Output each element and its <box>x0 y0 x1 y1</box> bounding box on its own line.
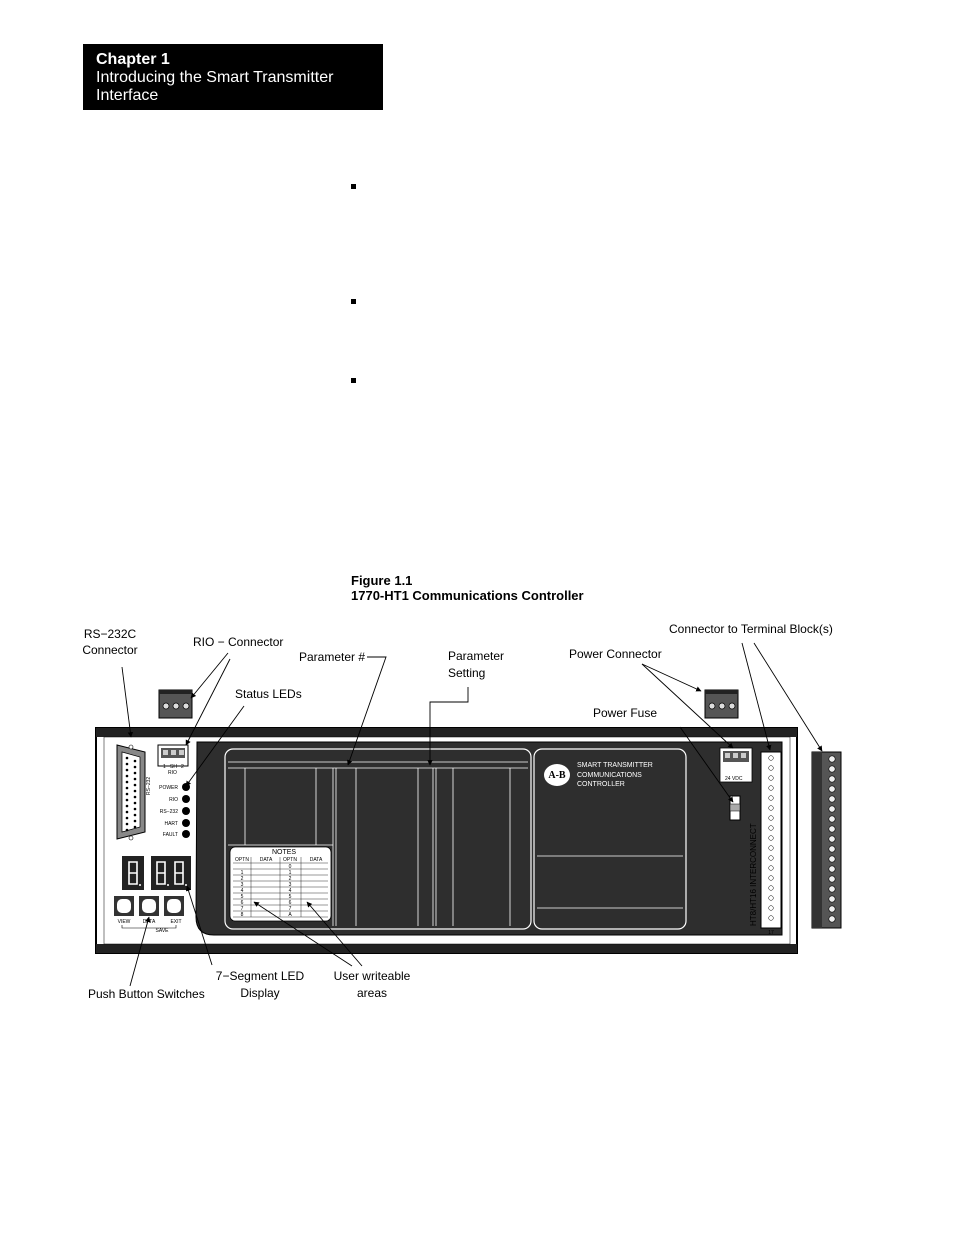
terminal-end-label: 17 <box>768 930 774 936</box>
led-rs232 <box>182 807 190 815</box>
external-terminal-block <box>812 752 841 928</box>
notes-row-left-3: 3 <box>240 882 244 888</box>
notes-row-right-5: 5 <box>288 894 292 900</box>
notes-row-right-6: 6 <box>288 900 292 906</box>
notes-row-right-7: 7 <box>288 906 292 912</box>
label-push-buttons: Push Button Switches <box>88 987 205 1001</box>
notes-header-optn-1: OPTN <box>235 857 249 863</box>
notes-row-right-8: A <box>288 912 292 918</box>
label-7seg-2: Display <box>240 986 280 1000</box>
interconnect-label: HT8/HT16 INTERCONNECT <box>749 823 758 926</box>
led-label-rio: RIO <box>169 797 178 803</box>
notes-row-left-2: 2 <box>240 876 244 882</box>
brand-text-1: SMART TRANSMITTER <box>577 762 653 769</box>
brand-text-3: CONTROLLER <box>577 781 625 788</box>
rio-pin-2: 2 <box>181 764 184 770</box>
label-7seg: 7−Segment LED <box>215 969 305 983</box>
power-connector-detail <box>705 690 738 718</box>
label-parameter-setting-2: Setting <box>448 666 486 680</box>
figure-title: 1770-HT1 Communications Controller <box>351 588 584 603</box>
chapter-title-line1: Introducing the Smart Transmitter <box>96 69 334 86</box>
led-power <box>182 783 190 791</box>
label-user-areas-2: areas <box>356 986 388 1000</box>
led-label-rs232: RS−232 <box>159 809 178 815</box>
led-hart <box>182 819 190 827</box>
exit-button-label: EXIT <box>170 919 182 925</box>
notes-row-right-3: 3 <box>288 882 292 888</box>
seven-segment-display <box>122 856 191 890</box>
notes-header-data-1: DATA <box>259 857 273 863</box>
label-rio-connector: RIO − Connector <box>193 635 284 649</box>
brand-panel <box>534 749 686 929</box>
power-connector <box>720 748 752 782</box>
notes-card <box>230 847 331 921</box>
notes-row-right-1: 1 <box>288 870 292 876</box>
notes-row-left-5: 5 <box>240 894 244 900</box>
led-label-fault: FAULT <box>162 832 178 838</box>
label-rs232c: RS−232C <box>83 627 137 641</box>
notes-header-data-2: DATA <box>309 857 323 863</box>
view-button-label: VIEW <box>117 919 131 925</box>
notes-row-right-2: 2 <box>288 876 292 882</box>
label-user-areas: User writeable <box>333 969 411 983</box>
label-rs232c-2: Connector <box>82 643 138 657</box>
rio-port-label: RIO <box>168 770 177 776</box>
rio-pin-1: 1 <box>163 764 166 770</box>
notes-row-left-6: 6 <box>240 900 244 906</box>
notes-row-left-7: 7 <box>240 906 244 912</box>
ab-logo-text: A-B <box>548 770 566 781</box>
rio-connector-detail <box>159 690 192 718</box>
push-buttons <box>114 896 184 934</box>
led-label-hart: HART <box>164 821 178 827</box>
label-parameter-setting: Parameter <box>448 649 505 663</box>
notes-row-left-1: 1 <box>240 870 244 876</box>
power-voltage-label: 24 VDC <box>725 776 743 782</box>
label-status-leds: Status LEDs <box>235 687 302 701</box>
notes-row-left-4: 4 <box>240 888 244 894</box>
rs232-port-label: RS−232 <box>146 776 152 795</box>
led-label-power: POWER <box>159 785 178 791</box>
led-rio <box>182 795 190 803</box>
chapter-title-line2: Interface <box>96 87 159 104</box>
brand-text-2: COMMUNICATIONS <box>577 772 642 779</box>
rio-pin-sh: SH <box>170 764 177 770</box>
label-parameter-number: Parameter # <box>299 650 366 664</box>
chapter-number: Chapter 1 <box>96 51 170 68</box>
led-fault <box>182 830 190 838</box>
data-button-label: DATA <box>142 919 156 925</box>
notes-title: NOTES <box>271 849 297 856</box>
notes-row-right-0: 0 <box>288 864 292 870</box>
label-terminal-block: Connector to Terminal Block(s) <box>669 622 833 636</box>
label-power-connector: Power Connector <box>569 647 662 661</box>
notes-row-left-8: 8 <box>240 912 244 918</box>
label-power-fuse: Power Fuse <box>593 706 658 720</box>
save-label: SAVE <box>155 928 169 934</box>
figure-number: Figure 1.1 <box>351 573 413 588</box>
notes-header-optn-2: OPTN <box>283 857 297 863</box>
notes-row-right-4: 4 <box>288 888 292 894</box>
